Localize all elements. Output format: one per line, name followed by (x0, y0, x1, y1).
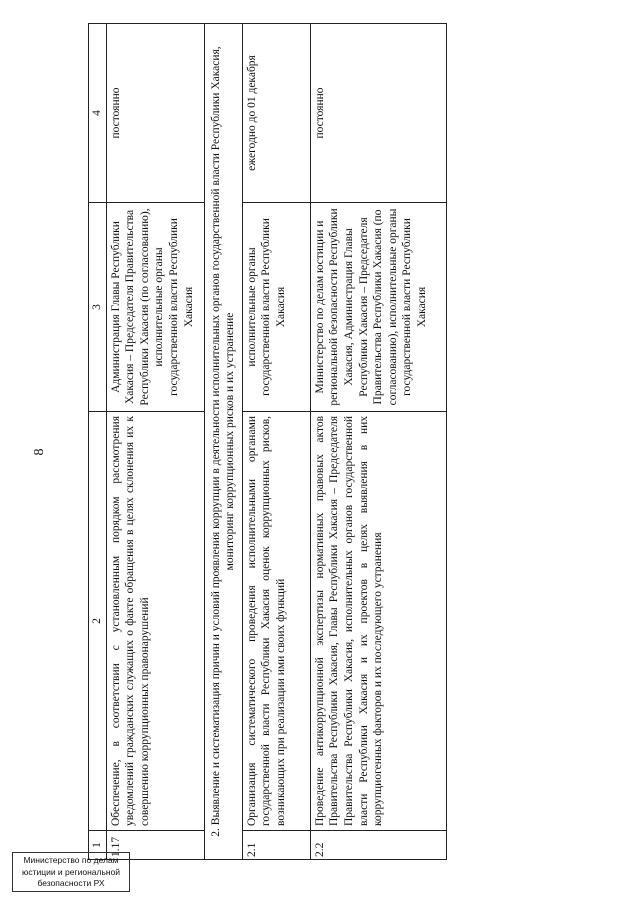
row-number: 2.1 (242, 831, 310, 860)
row-responsible: Администрация Главы Республики Хакасия – Председателя Правительства Республики Хакасия (по согласованию), исполнительные органы государственной власти Республики Хакасия (106, 203, 204, 412)
row-number: 1.17 (106, 831, 204, 860)
header-col-4: 4 (89, 24, 107, 203)
stamp-line-2: юстиции и региональной (21, 866, 121, 877)
header-col-3: 3 (89, 203, 107, 412)
header-col-1: 1 (89, 831, 107, 860)
row-number: 2.2 (310, 831, 446, 860)
measures-table (88, 23, 447, 860)
section-2-heading: 2. Выявление и систематизация причин и условий проявления коррупции в деятельности исполнительных органов государственной власти Республики Хакасия, мониторинг коррупционных рисков и их устранение (204, 24, 242, 860)
row-responsible: исполнительные органы государственной власти Республики Хакасия (242, 203, 310, 412)
row-action: Проведение антикоррупционной экспертизы нормативных правовых актов Правительства Республики Хакасия, Главы Республики Хакасия – Председателя Правительства Республики Хакасия, исполнительных органов государственной власти Республики Хакасия и их проектов в целях выявления в них коррупциогенных факторов и их последующего устранения (310, 412, 446, 831)
row-action: Организация систематического проведения исполнительными органами государственной власти Республики Хакасия оценок коррупционных рисков, возникающих при реализации ими своих функций (242, 412, 310, 831)
section-heading-row (204, 24, 242, 860)
row-action: Обеспечение, в соответствии с установленным порядком рассмотрения уведомлений гражданских служащих о факте обращения в целях склонения их к совершению коррупционных правонарушений (106, 412, 204, 831)
stamp-line-1: Министерство по делам (23, 855, 119, 865)
row-deadline: ежегодно до 01 декабря (242, 24, 310, 203)
stamp-line-3: безопасности РХ (37, 878, 105, 888)
page-number: 8 (32, 448, 47, 456)
ministry-stamp (12, 852, 130, 892)
row-responsible: Министерство по делам юстиции и региональной безопасности Республики Хакасия, Администрация Главы Республики Хакасия – Председателя Правительства Республики Хакасия (по согласованию), исполнительные органы государственной власти Республики Хакасия (310, 203, 446, 412)
header-col-2: 2 (89, 412, 107, 831)
rotated-table-container (88, 46, 463, 860)
table-row (310, 24, 446, 860)
row-deadline: постоянно (106, 24, 204, 203)
table-row (106, 24, 204, 860)
row-deadline: постоянно (310, 24, 446, 203)
table-row (242, 24, 310, 860)
table-header-row (89, 24, 107, 860)
